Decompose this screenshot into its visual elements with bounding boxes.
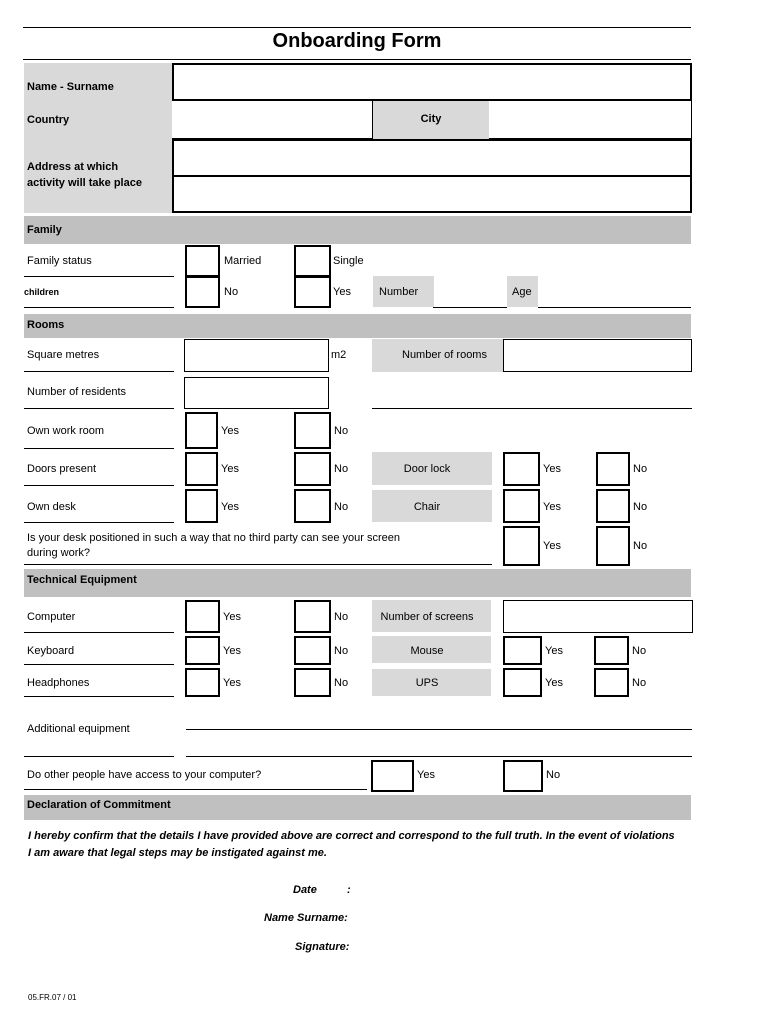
mouse-no-label: No [632, 645, 647, 657]
door-lock-label: Door lock [403, 463, 451, 475]
children-no-checkbox[interactable] [185, 276, 220, 308]
headphones-no-checkbox[interactable] [294, 668, 331, 697]
square-metres-input[interactable] [184, 339, 329, 372]
equipment-section-title: Technical Equipment [27, 574, 137, 586]
date-colon: : [347, 884, 351, 896]
door-lock-no-checkbox[interactable] [596, 452, 630, 486]
work-room-rule [24, 448, 174, 449]
access-question-label: Do other people have access to your computer? [27, 769, 262, 781]
city-input[interactable] [489, 101, 692, 139]
additional-equipment-input-line2[interactable] [186, 756, 692, 757]
children-yes-checkbox[interactable] [294, 276, 331, 308]
ups-yes-checkbox[interactable] [503, 668, 542, 697]
country-label: Country [27, 114, 70, 126]
family-status-rule [24, 276, 174, 277]
own-work-room-label: Own work room [27, 425, 105, 437]
children-label: children [24, 287, 60, 297]
doors-yes-checkbox[interactable] [185, 452, 218, 486]
computer-yes-label: Yes [223, 611, 241, 623]
chair-label: Chair [413, 501, 441, 513]
desk-yes-checkbox[interactable] [185, 489, 218, 523]
declaration-text-line2: I am aware that legal steps may be instigated against me. [28, 847, 327, 859]
number-of-screens-input[interactable] [503, 600, 693, 633]
keyboard-yes-label: Yes [223, 645, 241, 657]
keyboard-label: Keyboard [27, 645, 75, 657]
rooms-section-title: Rooms [27, 319, 65, 331]
square-metres-rule [24, 371, 174, 372]
desk-rule [24, 522, 174, 523]
keyboard-yes-checkbox[interactable] [185, 636, 220, 665]
access-no-checkbox[interactable] [503, 760, 543, 792]
screen-privacy-yes-checkbox[interactable] [503, 526, 540, 566]
screen-privacy-no-label: No [633, 540, 648, 552]
desk-no-checkbox[interactable] [294, 489, 331, 523]
desk-question-line1: Is your desk positioned in such a way that no third party can see your screen [27, 532, 400, 544]
screen-privacy-no-checkbox[interactable] [596, 526, 630, 566]
doors-no-checkbox[interactable] [294, 452, 331, 486]
headphones-yes-label: Yes [223, 677, 241, 689]
city-label: City [420, 113, 442, 125]
address-label-line1: Address at which [27, 161, 119, 173]
door-lock-no-label: No [633, 463, 648, 475]
rooms-section-header [24, 314, 691, 338]
ups-no-checkbox[interactable] [594, 668, 629, 697]
name-surname-input[interactable] [172, 63, 692, 101]
headphones-yes-checkbox[interactable] [185, 668, 220, 697]
additional-equipment-rule [24, 756, 174, 757]
desk-question-line2: during work? [27, 547, 90, 559]
doors-yes-label: Yes [221, 463, 239, 475]
computer-rule [24, 632, 174, 633]
number-of-screens-label: Number of screens [380, 611, 474, 623]
headphones-no-label: No [334, 677, 349, 689]
mouse-yes-label: Yes [545, 645, 563, 657]
ups-no-label: No [632, 677, 647, 689]
number-label: Number [379, 286, 419, 298]
keyboard-no-label: No [334, 645, 349, 657]
signature-label: Signature: [295, 941, 350, 953]
number-of-rooms-label: Number of rooms [402, 349, 487, 361]
form-code: 05.FR.07 / 01 [28, 993, 77, 1002]
address-input-line1[interactable] [172, 139, 692, 177]
married-label: Married [224, 255, 262, 267]
age-label: Age [512, 286, 532, 298]
work-room-no-label: No [334, 425, 349, 437]
headphones-rule [24, 696, 174, 697]
m2-unit: m2 [331, 349, 347, 361]
residents-rule [24, 408, 174, 409]
computer-no-label: No [334, 611, 349, 623]
square-metres-label: Square metres [27, 349, 100, 361]
age-input-line[interactable] [538, 307, 691, 308]
number-of-rooms-input[interactable] [503, 339, 692, 372]
family-section-header [24, 216, 691, 244]
door-lock-yes-label: Yes [543, 463, 561, 475]
doors-rule [24, 485, 174, 486]
mouse-no-checkbox[interactable] [594, 636, 629, 665]
chair-yes-checkbox[interactable] [503, 489, 540, 523]
own-desk-label: Own desk [27, 501, 76, 513]
desk-yes-label: Yes [221, 501, 239, 513]
equipment-section-header [24, 569, 691, 597]
additional-equipment-label: Additional equipment [27, 723, 130, 735]
country-input[interactable] [172, 101, 373, 139]
name-surname-sign-label: Name Surname: [264, 912, 348, 924]
mouse-label: Mouse [410, 645, 444, 657]
residents-right-rule [372, 408, 692, 409]
page-title: Onboarding Form [272, 30, 442, 52]
address-label-line2: activity will take place [27, 177, 142, 189]
access-yes-label: Yes [417, 769, 435, 781]
computer-no-checkbox[interactable] [294, 600, 331, 633]
ups-yes-label: Yes [545, 677, 563, 689]
keyboard-rule [24, 664, 174, 665]
work-room-no-checkbox[interactable] [294, 412, 331, 449]
name-surname-label: Name - Surname [27, 81, 114, 93]
title-top-rule [23, 27, 691, 28]
chair-no-checkbox[interactable] [596, 489, 630, 523]
single-checkbox[interactable] [294, 245, 331, 277]
desk-question-rule [24, 564, 492, 565]
chair-yes-label: Yes [543, 501, 561, 513]
declaration-text-line1: I hereby confirm that the details I have provided above are correct and correspond to the full truth. In the event of violations [28, 830, 675, 842]
additional-equipment-input-line1[interactable] [186, 729, 692, 730]
doors-present-label: Doors present [27, 463, 97, 475]
access-question-rule [24, 789, 367, 790]
married-checkbox[interactable] [185, 245, 220, 277]
computer-yes-checkbox[interactable] [185, 600, 220, 633]
work-room-yes-checkbox[interactable] [185, 412, 218, 449]
number-input-line[interactable] [433, 307, 507, 308]
children-rule [24, 307, 174, 308]
desk-no-label: No [334, 501, 349, 513]
date-label: Date [293, 884, 317, 896]
door-lock-yes-checkbox[interactable] [503, 452, 540, 486]
number-of-residents-label: Number of residents [27, 386, 127, 398]
keyboard-no-checkbox[interactable] [294, 636, 331, 665]
access-yes-checkbox[interactable] [371, 760, 414, 792]
computer-label: Computer [27, 611, 76, 623]
mouse-yes-checkbox[interactable] [503, 636, 542, 665]
access-no-label: No [546, 769, 561, 781]
ups-label: UPS [415, 677, 439, 689]
doors-no-label: No [334, 463, 349, 475]
address-input-line2[interactable] [172, 175, 692, 213]
declaration-section-header [24, 795, 691, 820]
number-of-residents-input[interactable] [184, 377, 329, 409]
declaration-section-title: Declaration of Commitment [27, 799, 171, 811]
screen-privacy-yes-label: Yes [543, 540, 561, 552]
title-bottom-rule [23, 59, 691, 60]
chair-no-label: No [633, 501, 648, 513]
children-yes-label: Yes [333, 286, 351, 298]
single-label: Single [333, 255, 364, 267]
family-section-title: Family [27, 224, 62, 236]
children-no-label: No [224, 286, 239, 298]
family-status-label: Family status [27, 255, 92, 267]
headphones-label: Headphones [27, 677, 90, 689]
work-room-yes-label: Yes [221, 425, 239, 437]
